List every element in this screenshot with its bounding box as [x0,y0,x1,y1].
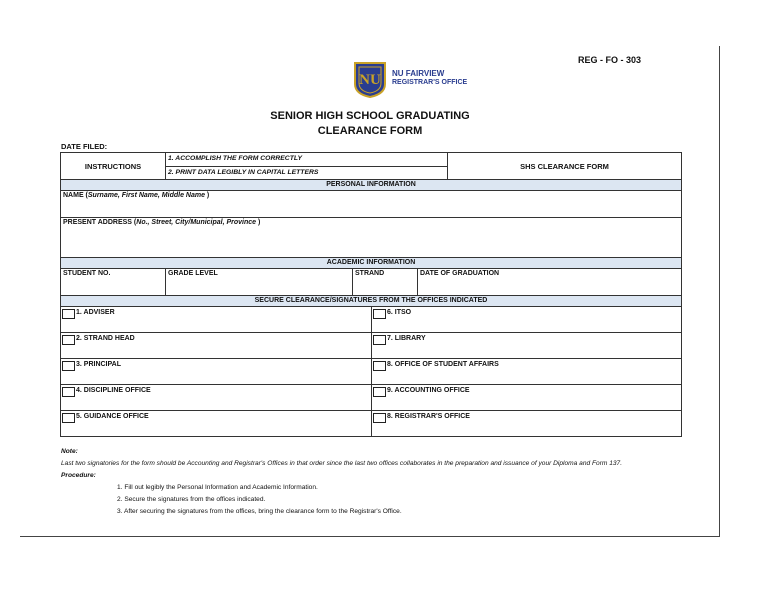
instructions-list [165,152,447,179]
address-field[interactable] [60,217,682,257]
academic-info-band: ACADEMIC INFORMATION [60,257,682,268]
clearance-row [60,332,682,358]
checkbox[interactable] [373,361,386,371]
address-label: PRESENT ADDRESS ( [63,219,137,226]
clearance-discipline [60,384,371,410]
svg-text:NU: NU [359,72,381,88]
nu-seal-logo [352,60,388,98]
checkbox[interactable] [62,387,75,397]
checkbox[interactable] [62,335,75,345]
checkbox[interactable] [373,413,386,423]
address-close: ) [256,219,261,226]
clearance-library [371,332,682,358]
procedure-step: 3. After securing the signatures from the offices, bring the clearance form to the Registrar's Office. [117,508,402,515]
office-label: 8. REGISTRAR'S OFFICE [387,413,470,420]
office-name [392,69,467,87]
table-bottom-rule [60,436,682,437]
clearance-adviser [60,306,371,332]
checkbox[interactable] [62,309,75,319]
clearance-form-table [60,152,682,437]
date-filed-label[interactable]: DATE FILED: [61,142,108,151]
academic-row [60,268,682,295]
office-label: 5. GUIDANCE OFFICE [76,413,149,420]
office-label: 8. OFFICE OF STUDENT AFFAIRS [387,361,499,368]
clearance-row [60,306,682,332]
clearance-row [60,410,682,436]
clearance-row [60,358,682,384]
notes-section [61,446,701,518]
office-label: 7. LIBRARY [387,335,426,342]
name-hint: Surname, First Name, Middle Name [87,192,205,199]
grade-level-field[interactable]: GRADE LEVEL [165,268,352,295]
office-label: 1. ADVISER [76,309,115,316]
instruction-item-1: 1. ACCOMPLISH THE FORM CORRECTLY [168,155,303,162]
instruction-item-2: 2. PRINT DATA LEGIBLY IN CAPITAL LETTERS [166,166,447,179]
procedure-list [61,482,701,518]
name-close: ) [204,192,210,199]
checkbox[interactable] [373,335,386,345]
personal-info-band: PERSONAL INFORMATION [60,179,682,190]
checkbox[interactable] [62,361,75,371]
instructions-row [60,152,682,179]
checkbox[interactable] [62,413,75,423]
office-line-1: NU FAIRVIEW [392,69,445,78]
clearance-band: SECURE CLEARANCE/SIGNATURES FROM THE OFFICES INDICATED [60,295,682,306]
office-label: 3. PRINCIPAL [76,361,121,368]
name-row [60,190,682,217]
clearance-registrar [371,410,682,436]
name-field[interactable] [60,190,682,217]
form-title-line-1: SENIOR HIGH SCHOOL GRADUATING [270,110,470,122]
note-label: Note: [61,448,78,455]
address-row [60,217,682,257]
strand-field[interactable]: STRAND [352,268,417,295]
procedure-step: 2. Secure the signatures from the offices indicated. [117,496,266,503]
address-hint: No., Street, City/Municipal, Province [136,219,257,226]
office-label: 2. STRAND HEAD [76,335,135,342]
procedure-step: 1. Fill out legibly the Personal Information and Academic Information. [117,484,318,491]
checkbox[interactable] [373,387,386,397]
note-text: Last two signatories for the form should be Accounting and Registrar's Offices in that order since the last two offices collaborates in the preparation and issuance of your Diploma and Form 137. [61,460,623,467]
graduation-date-field[interactable]: DATE OF GRADUATION [417,268,682,295]
form-title-line-2: CLEARANCE FORM [317,125,423,137]
clearance-itso [371,306,682,332]
clearance-row [60,384,682,410]
clearance-guidance [60,410,371,436]
clearance-student-affairs [371,358,682,384]
document-code: REG - FO - 303 [578,55,642,65]
name-label: NAME ( [63,192,88,199]
office-line-2: REGISTRAR'S OFFICE [392,79,468,86]
checkbox[interactable] [373,309,386,319]
instructions-label: INSTRUCTIONS [60,152,165,179]
clearance-strand-head [60,332,371,358]
office-label: 9. ACCOUNTING OFFICE [387,387,470,394]
clearance-principal [60,358,371,384]
clearance-accounting [371,384,682,410]
form-name-cell: SHS CLEARANCE FORM [447,152,682,179]
office-label: 6. ITSO [387,309,412,316]
office-label: 4. DISCIPLINE OFFICE [76,387,151,394]
procedure-label: Procedure: [61,472,96,479]
student-no-field[interactable]: STUDENT NO. [60,268,165,295]
